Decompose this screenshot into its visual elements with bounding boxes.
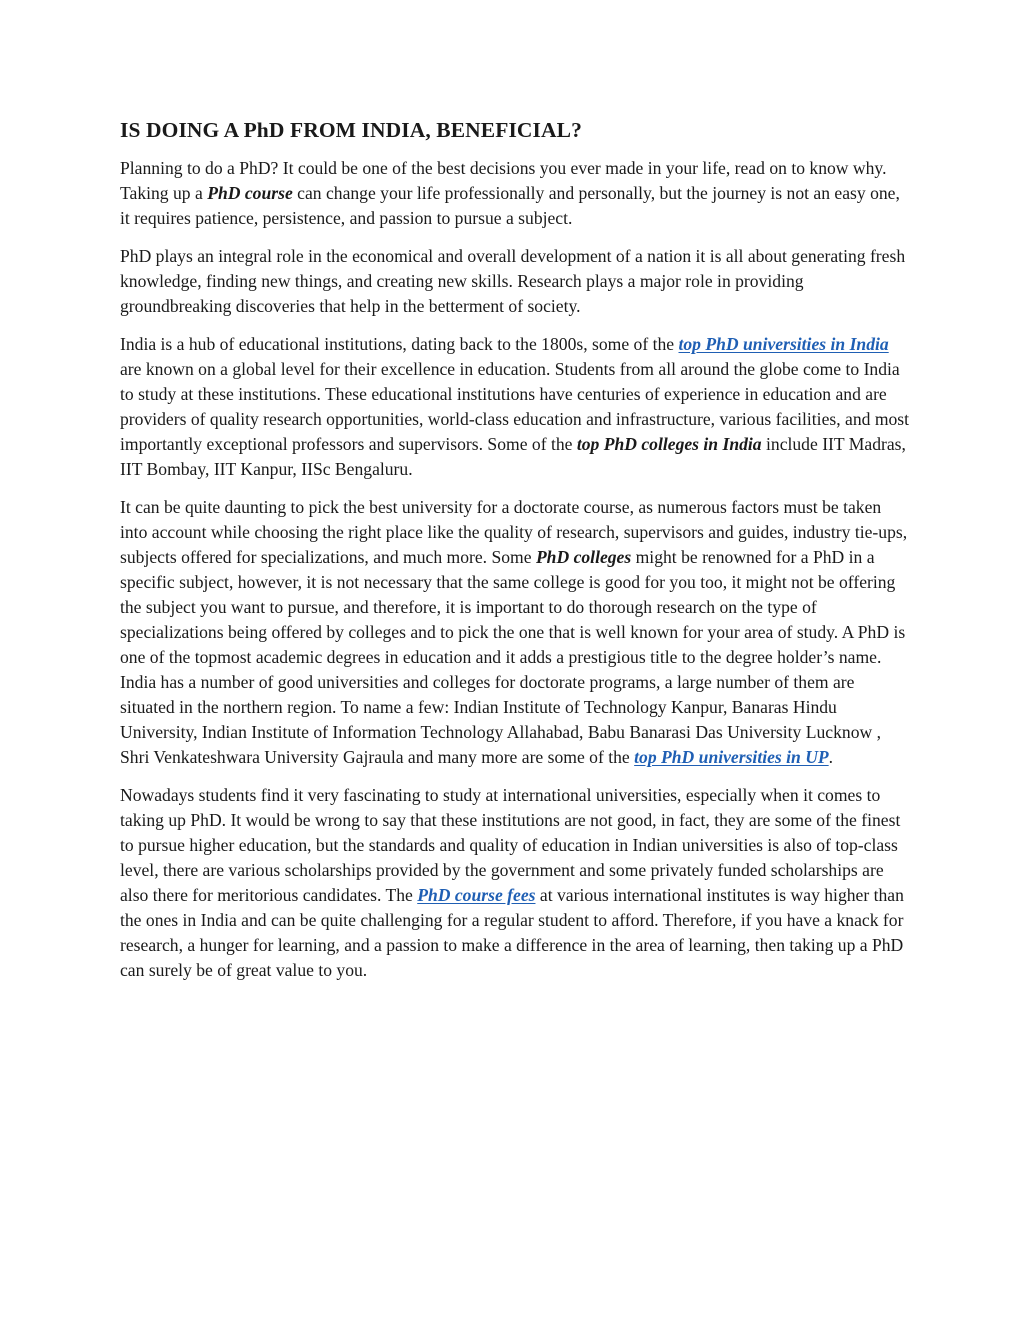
text-run: India is a hub of educational institutions, dating back to the 1800s, some of the — [120, 333, 679, 354]
link-top-phd-universities-india[interactable]: top PhD universities in India — [678, 333, 889, 354]
emphasis-top-phd-colleges: top PhD colleges in India — [576, 433, 762, 454]
document-page — [120, 118, 910, 996]
link-phd-course-fees[interactable]: PhD course fees — [417, 884, 536, 905]
paragraph-choosing-university — [120, 495, 910, 770]
document-title: IS DOING A PhD FROM INDIA, BENEFICIAL? — [120, 118, 582, 142]
paragraph-role-of-phd — [120, 244, 910, 319]
text-run: Planning to do a PhD? It could be one of the best decisions you ever made in your life, read on to know why. Taking up a — [120, 157, 887, 203]
text-run: Nowadays students find it very fascinating to study at international universities, especially when it comes to taking up PhD. It would be wrong to say that these institutions are not good, in fact, they are some of the finest to pursue higher education, but the standards and quality of education in Indian universities is also of top-class level, there are various scholarships provided by the government and some privately funded scholarships are also there for meritorious candidates. The — [120, 784, 901, 905]
text-run: at various international institutes is way higher than the ones in India and can be quite challenging for a regular student to afford. Therefore, if you have a knack for research, a hunger for learning, and a passion to make a difference in the area of learning, then taking up a PhD can surely be of great value to you. — [120, 884, 904, 980]
text-run: include IIT Madras, IIT Bombay, IIT Kanpur, IISc Bengaluru. — [120, 433, 906, 479]
text-run: might be renowned for a PhD in a specific subject, however, it is not necessary that the same college is good for you too, it might not be offering the subject you want to pursue, and therefore, it is important to do thorough research on the type of specializations being offered by colleges and to pick the one that is well known for your area of study. A PhD is one of the topmost academic degrees in education and it adds a prestigious title to the degree holder’s name. India has a number of good universities and colleges for doctorate programs, a large number of them are situated in the northern region. To name a few: Indian Institute of Technology Kanpur, Banaras Hindu University, Indian Institute of Information Technology Allahabad, Babu Banarasi Das University Lucknow , Shri Venkateshwara University Gajraula and many more are some of the — [120, 546, 906, 767]
text-run: can change your life professionally and personally, but the journey is not an easy one, it requires patience, persistence, and passion to pursue a subject. — [120, 182, 900, 228]
paragraph-international — [120, 783, 910, 983]
emphasis-phd-colleges: PhD colleges — [535, 546, 632, 567]
paragraph-india-hub — [120, 332, 910, 482]
text-run: are known on a global level for their excellence in education. Students from all around the globe come to India to study at these institutions. These educational institutions have centuries of experience in education and are providers of quality research opportunities, world-class education and infrastructure, various facilities, and most importantly exceptional professors and supervisors. Some of the — [120, 358, 910, 454]
text-run: PhD plays an integral role in the economical and overall development of a nation it is all about generating fresh knowledge, finding new things, and creating new skills. Research plays a major role in providing groundbreaking discoveries that help in the betterment of society. — [120, 245, 906, 316]
emphasis-phd-course: PhD course — [207, 182, 293, 203]
text-run: . — [828, 746, 834, 767]
paragraph-intro — [120, 156, 910, 231]
text-run: It can be quite daunting to pick the best university for a doctorate course, as numerous factors must be taken into account while choosing the right place like the quality of research, supervisors and guides, industry tie-ups, subjects offered for specializations, and much more. Some — [120, 496, 908, 567]
link-top-phd-universities-up[interactable]: top PhD universities in UP — [634, 746, 829, 767]
